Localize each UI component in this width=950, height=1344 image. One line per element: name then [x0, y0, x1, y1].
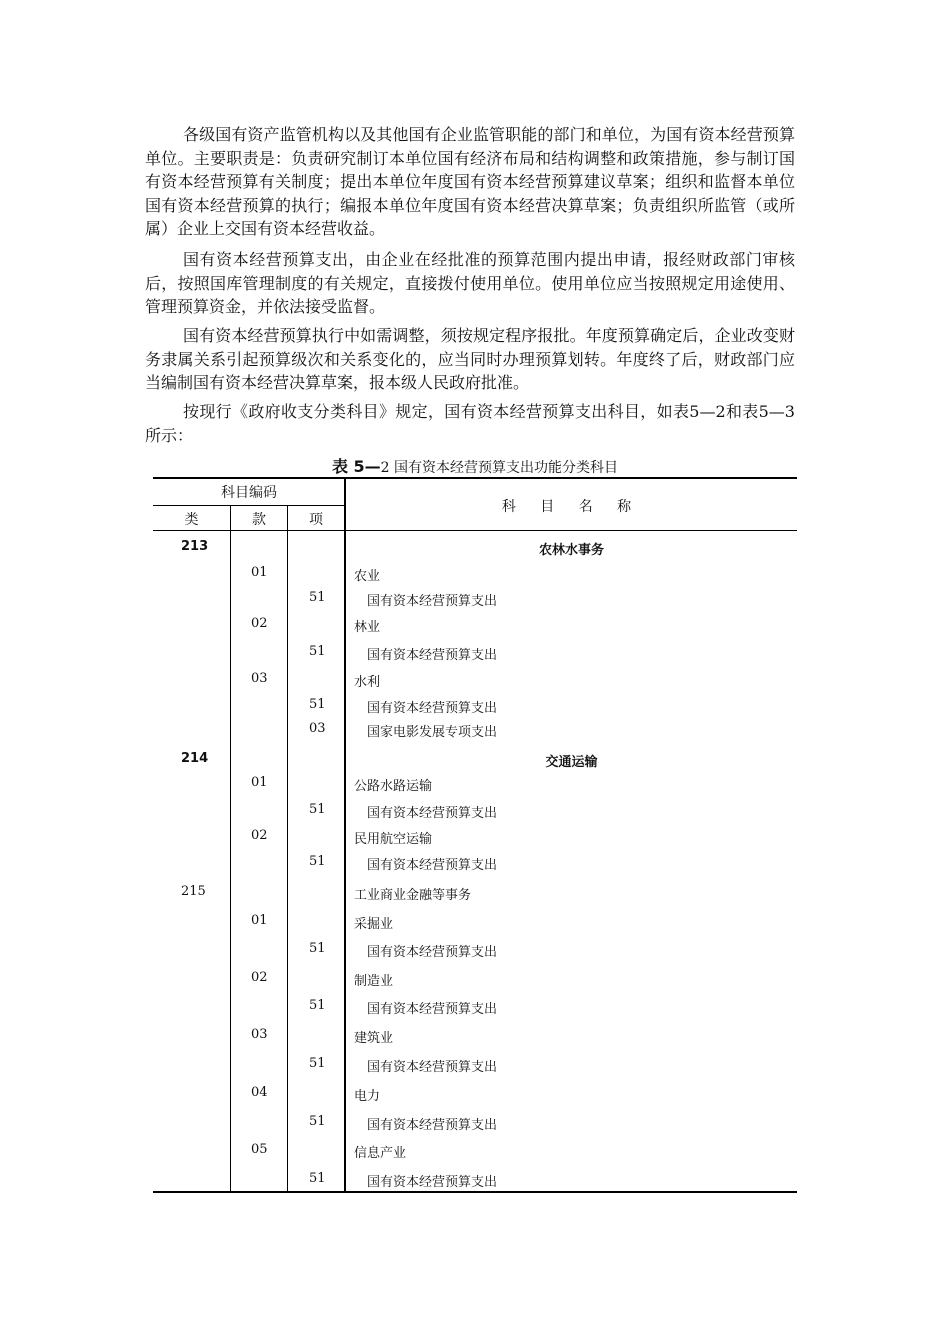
row-xiang-code: 51	[309, 998, 326, 1013]
row-xiang-code: 51	[309, 802, 326, 817]
paragraph-4: 按现行《政府收支分类科目》规定，国有资本经营预算支出科目，如表5—2和表5—3所示：	[145, 402, 795, 445]
row-subject-name: 林业	[354, 620, 381, 635]
table-caption	[153, 454, 797, 477]
header-xiang: 项	[309, 512, 323, 528]
row-subject-name: 农业	[354, 569, 381, 584]
row-subject-name: 公路水路运输	[354, 779, 433, 794]
col-rule-kuan-xiang	[287, 505, 288, 1192]
row-kuan-code: 05	[251, 1142, 268, 1157]
row-kuan-code: 01	[251, 913, 268, 928]
col-rule-code-name	[344, 477, 346, 1192]
row-xiang-code: 51	[309, 1056, 326, 1071]
row-subject-name: 国有资本经营预算支出	[367, 806, 498, 821]
table-top-rule	[153, 477, 797, 479]
row-kuan-code: 02	[251, 970, 268, 985]
header-bottom-rule	[153, 530, 797, 531]
row-subject-name: 国有资本经营预算支出	[367, 1175, 498, 1190]
row-subject-name: 信息产业	[354, 1146, 407, 1161]
row-lei-code: 213	[181, 539, 209, 554]
paragraph-2: 国有资本经营预算支出，由企业在经批准的预算范围内提出申请，报经财政部门审核后，按照国库管理制度的有关规定，直接拨付使用单位。使用单位应当按照规定用途使用、管理预算资金，并依法接受监督。	[145, 250, 795, 316]
row-subject-name: 国有资本经营预算支出	[367, 648, 498, 663]
row-subject-name: 国有资本经营预算支出	[367, 1002, 498, 1017]
paragraph-1: 各级国有资产监管机构以及其他国有企业监管职能的部门和单位，为国有资本经营预算单位。主要职责是：负责研究制订本单位国有经济布局和结构调整和政策措施，参与制订国有资本经营预算有关制度；提出本单位年度国有资本经营预算建议草案；组织和监督本单位国有资本经营预算的执行；编报本单位年度国有资本经营决算草案；负责组织所监管（或所属）企业上交国有资本经营收益。	[145, 125, 795, 238]
row-xiang-code: 51	[309, 590, 326, 605]
row-kuan-code: 04	[251, 1085, 268, 1100]
row-xiang-code: 03	[309, 721, 326, 736]
row-subject-name: 民用航空运输	[354, 832, 433, 847]
row-kuan-code: 02	[251, 828, 268, 843]
row-xiang-code: 51	[309, 1114, 326, 1129]
row-category-name: 交通运输	[545, 755, 598, 770]
table-caption-title: 2 国有资本经营预算支出功能分类科目	[380, 460, 619, 476]
row-subject-name: 制造业	[354, 974, 394, 989]
row-subject-name: 建筑业	[354, 1031, 394, 1046]
row-subject-name: 水利	[354, 675, 381, 690]
row-subject-name: 工业商业金融等事务	[354, 888, 472, 903]
header-mid-rule	[153, 505, 345, 506]
subject-table	[153, 477, 797, 1193]
row-kuan-code: 03	[251, 1027, 268, 1042]
row-subject-name: 国有资本经营预算支出	[367, 1118, 498, 1133]
row-kuan-code: 02	[251, 616, 268, 631]
row-xiang-code: 51	[309, 644, 326, 659]
row-kuan-code: 03	[251, 671, 268, 686]
col-rule-lei-kuan	[230, 505, 231, 1192]
row-xiang-code: 51	[309, 854, 326, 869]
row-subject-name: 采掘业	[354, 917, 394, 932]
row-xiang-code: 51	[309, 941, 326, 956]
paragraph-3: 国有资本经营预算执行中如需调整，须按规定程序报批。年度预算确定后，企业改变财务隶属关系引起预算级次和关系变化的，应当同时办理预算划转。年度终了后，财政部门应当编制国有资本经营决算草案，报本级人民政府批准。	[145, 326, 795, 392]
table-caption-number: 表 5—	[331, 457, 381, 476]
row-subject-name: 国有资本经营预算支出	[367, 858, 498, 873]
row-category-name: 农林水事务	[538, 543, 604, 558]
row-kuan-code: 01	[251, 775, 268, 790]
header-kuan: 款	[252, 512, 266, 528]
table-bottom-rule	[153, 1191, 797, 1193]
row-lei-code: 215	[181, 884, 206, 899]
row-xiang-code: 51	[309, 1171, 326, 1186]
row-subject-name: 国有资本经营预算支出	[367, 701, 498, 716]
header-name: 科 目 名 称	[501, 499, 642, 515]
row-subject-name: 国家电影发展专项支出	[367, 725, 498, 740]
row-subject-name: 电力	[354, 1089, 381, 1104]
row-subject-name: 国有资本经营预算支出	[367, 594, 498, 609]
header-lei: 类	[184, 512, 199, 528]
row-subject-name: 国有资本经营预算支出	[367, 945, 498, 960]
row-lei-code: 214	[181, 751, 209, 766]
header-code-group: 科目编码	[221, 485, 277, 501]
row-xiang-code: 51	[309, 697, 326, 712]
row-kuan-code: 01	[251, 565, 268, 580]
row-subject-name: 国有资本经营预算支出	[367, 1060, 498, 1075]
